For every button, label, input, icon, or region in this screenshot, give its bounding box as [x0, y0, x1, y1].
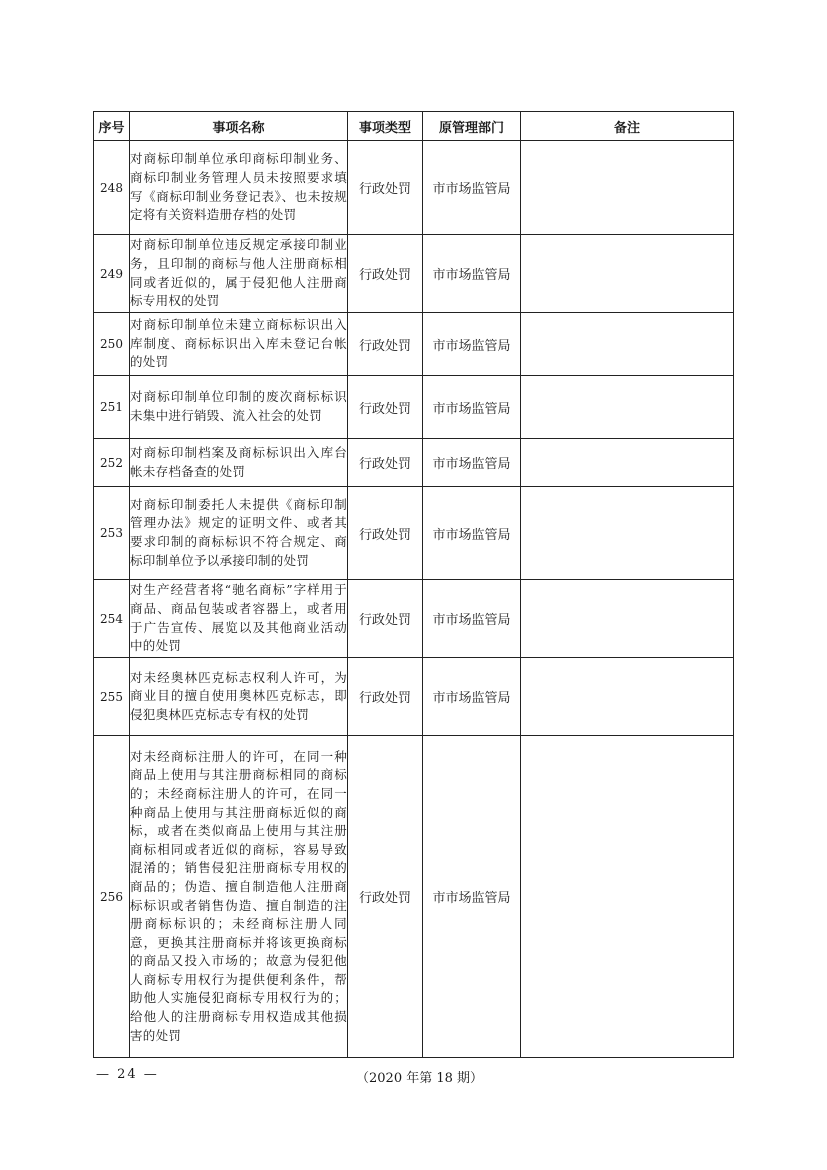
row-type: 行政处罚 [348, 487, 423, 580]
row-seq: 255 [94, 658, 130, 736]
row-seq: 251 [94, 376, 130, 439]
row-type: 行政处罚 [348, 313, 423, 376]
header-dept: 原管理部门 [423, 112, 521, 141]
header-seq: 序号 [94, 112, 130, 141]
row-type: 行政处罚 [348, 376, 423, 439]
row-note [521, 376, 734, 439]
row-note [521, 313, 734, 376]
header-note: 备注 [521, 112, 734, 141]
issue-label: （2020 年第 18 期） [356, 1071, 484, 1086]
row-dept: 市市场监管局 [423, 580, 521, 658]
row-type: 行政处罚 [348, 736, 423, 1058]
row-type: 行政处罚 [348, 580, 423, 658]
row-dept: 市市场监管局 [423, 658, 521, 736]
row-seq: 252 [94, 439, 130, 487]
row-dept: 市市场监管局 [423, 141, 521, 235]
row-name: 对商标印制单位违反规定承接印制业务，且印制的商标与他人注册商标相同或者近似的，属于侵犯他人注册商标专用权的处罚 [130, 235, 348, 313]
row-note [521, 487, 734, 580]
items-table [93, 111, 734, 1058]
row-seq: 254 [94, 580, 130, 658]
table-row [94, 235, 734, 313]
table-row [94, 658, 734, 736]
page-number: — 24 — [96, 1067, 159, 1082]
table-row [94, 313, 734, 376]
row-name: 对生产经营者将“驰名商标”字样用于商品、商品包装或者容器上，或者用于广告宣传、展览以及其他商业活动中的处罚 [130, 580, 348, 658]
row-name: 对商标印制档案及商标标识出入库台帐未存档备查的处罚 [130, 439, 348, 487]
row-note [521, 235, 734, 313]
row-type: 行政处罚 [348, 658, 423, 736]
row-dept: 市市场监管局 [423, 487, 521, 580]
row-name: 对商标印制委托人未提供《商标印制管理办法》规定的证明文件、或者其要求印制的商标标识不符合规定、商标印制单位予以承接印制的处罚 [130, 487, 348, 580]
table-header [94, 112, 734, 141]
row-note [521, 658, 734, 736]
row-seq: 248 [94, 141, 130, 235]
row-name: 对商标印制单位承印商标印制业务、商标印制业务管理人员未按照要求填写《商标印制业务登记表》、也未按规定将有关资料造册存档的处罚 [130, 141, 348, 235]
table-row [94, 141, 734, 235]
table-row [94, 580, 734, 658]
header-name: 事项名称 [130, 112, 348, 141]
row-dept: 市市场监管局 [423, 235, 521, 313]
header-type: 事项类型 [348, 112, 423, 141]
row-name: 对商标印制单位未建立商标标识出入库制度、商标标识出入库未登记台帐的处罚 [130, 313, 348, 376]
row-note [521, 141, 734, 235]
row-seq: 250 [94, 313, 130, 376]
row-seq: 256 [94, 736, 130, 1058]
row-name: 对商标印制单位印制的废次商标标识未集中进行销毁、流入社会的处罚 [130, 376, 348, 439]
row-seq: 249 [94, 235, 130, 313]
row-type: 行政处罚 [348, 141, 423, 235]
table-row [94, 439, 734, 487]
row-note [521, 736, 734, 1058]
row-name: 对未经商标注册人的许可，在同一种商品上使用与其注册商标相同的商标的；未经商标注册人的许可，在同一种商品上使用与其注册商标近似的商标，或者在类似商品上使用与其注册商标相同或者近似的商标，容易导致混淆的；销售侵犯注册商标专用权的商品的；伪造、擅自制造他人注册商标标识或者销售伪造、擅自制造的注册商标标识的；未经商标注册人同意，更换其注册商标并将该更换商标的商品又投入市场的；故意为侵犯他人商标专用权行为提供便利条件，帮助他人实施侵犯商标专用权行为的；给他人的注册商标专用权造成其他损害的处罚 [130, 736, 348, 1058]
row-dept: 市市场监管局 [423, 736, 521, 1058]
table-row [94, 487, 734, 580]
row-dept: 市市场监管局 [423, 376, 521, 439]
row-dept: 市市场监管局 [423, 313, 521, 376]
table-row [94, 376, 734, 439]
row-seq: 253 [94, 487, 130, 580]
row-dept: 市市场监管局 [423, 439, 521, 487]
row-name: 对未经奥林匹克标志权利人许可，为商业目的擅自使用奥林匹克标志，即侵犯奥林匹克标志专有权的处罚 [130, 658, 348, 736]
row-type: 行政处罚 [348, 439, 423, 487]
row-note [521, 439, 734, 487]
table-row [94, 736, 734, 1058]
row-note [521, 580, 734, 658]
row-type: 行政处罚 [348, 235, 423, 313]
